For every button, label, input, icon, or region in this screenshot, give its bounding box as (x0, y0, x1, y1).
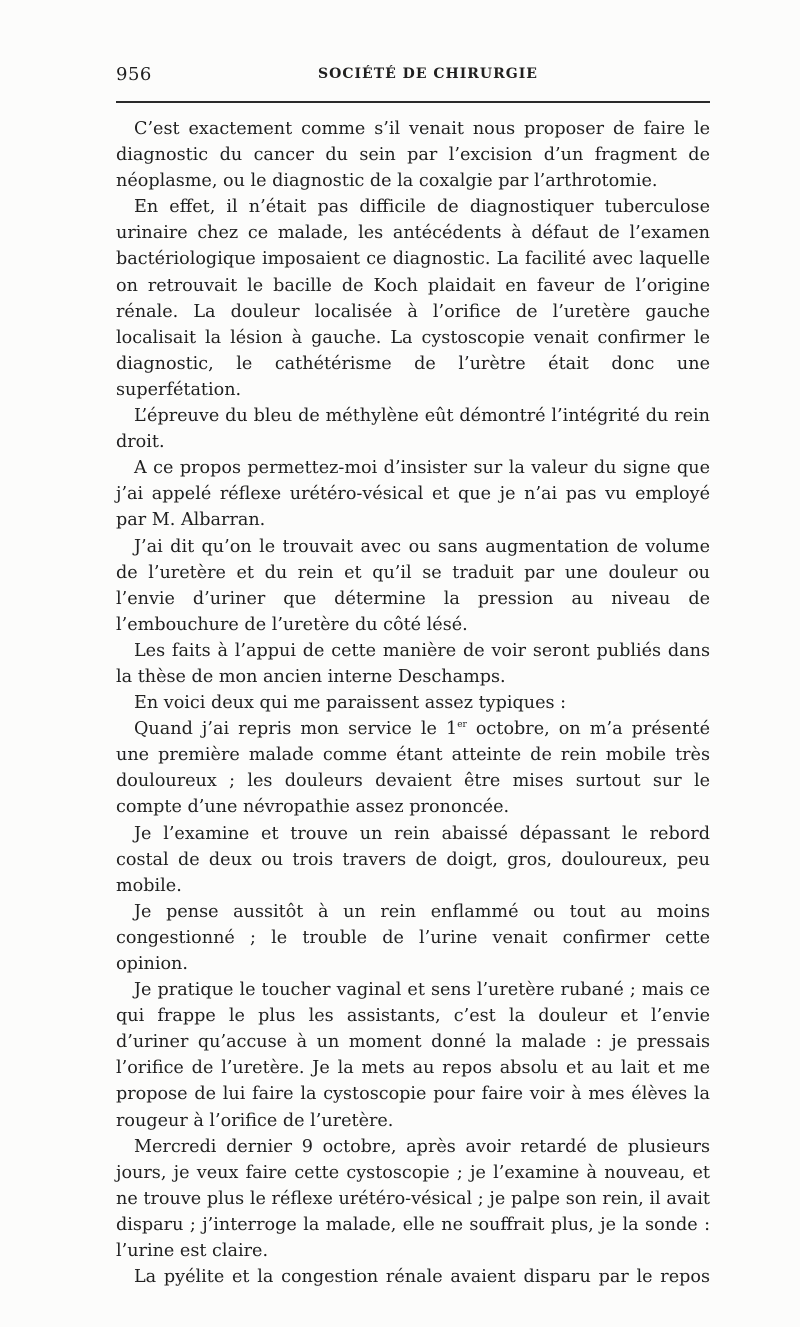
paragraph: Mercredi dernier 9 octobre, après avoir retardé de plusieurs jours, je veux faire cette cystoscopie ; je l’examine à nouveau, et ne trouve plus le réflexe urétéro-vésical ; je palpe son rein, il avait disparu ; j’interroge la malade, elle ne souffrait plus, je la sonde : l’urine est claire. (116, 1136, 710, 1262)
superscript: er (457, 720, 467, 731)
body-text (116, 116, 710, 1290)
paragraph-text: Quand j’ai repris mon service le 1 (134, 719, 458, 740)
paragraph: En voici deux qui me paraissent assez typiques : (134, 693, 567, 714)
header-rule (116, 101, 710, 103)
paragraph-text: octobre, on m’a présenté une première malade comme étant atteinte de rein mobile très douloureux ; les douleurs devaient être mises surtout sur le compte d’une névropathie assez prononcée. (116, 719, 711, 818)
paragraph: Je pratique le toucher vaginal et sens l’uretère rubané ; mais ce qui frappe le plus les assistants, c’est la douleur et l’envie d’uriner qu’accuse à un moment donné la malade : je pressais l’orifice de l’uretère. Je la mets au repos absolu et au lait et me propose de lui faire la cystoscopie pour faire voir à mes élèves la rougeur à l’orifice de l’uretère. (116, 980, 710, 1131)
paragraph: J’ai dit qu’on le trouvait avec ou sans augmentation de volume de l’uretère et du rein et qu’il se traduit par une douleur ou l’envie d’uriner que détermine la pression au niveau de l’embouchure de l’uretère du côté lésé. (116, 536, 710, 635)
paragraph: En effet, il n’était pas difficile de diagnostiquer tuberculose urinaire chez ce malade, les antécédents à défaut de l’examen bactériologique imposaient ce diagnostic. La facilité avec laquelle on retrouvait le bacille de Koch plaidait en faveur de l’origine rénale. La douleur localisée à l’orifice de l’uretère gauche localisait la lésion à gauche. La cystoscopie venait confirmer le diagnostic, le cathétérisme de l’urètre était donc une superfétation. (116, 197, 710, 400)
paragraph: Les faits à l’appui de cette manière de voir seront publiés dans la thèse de mon ancien interne Deschamps. (116, 640, 710, 687)
paragraph: A ce propos permettez-moi d’insister sur la valeur du signe que j’ai appelé réflexe urétéro-vésical et que je n’ai pas vu employé par M. Albarran. (116, 458, 710, 531)
page-header (116, 60, 710, 90)
paragraph: Je l’examine et trouve un rein abaissé dépassant le rebord costal de deux ou trois travers de doigt, gros, douloureux, peu mobile. (116, 823, 710, 896)
paragraph: Je pense aussitôt à un rein enflammé ou tout au moins congestionné ; le trouble de l’urine venait confirmer cette opinion. (116, 901, 710, 974)
running-head: SOCIÉTÉ DE CHIRURGIE (318, 66, 538, 82)
paragraph (116, 716, 710, 820)
paragraph: La pyélite et la congestion rénale avaient disparu par le repos (134, 1267, 710, 1288)
paragraph: L’épreuve du bleu de méthylène eût démontré l’intégrité du rein droit. (116, 406, 710, 453)
page-number: 956 (116, 64, 152, 85)
paragraph: C’est exactement comme s’il venait nous proposer de faire le diagnostic du cancer du sein par l’excision d’un fragment de néoplasme, ou le diagnostic de la coxalgie par l’arthrotomie. (116, 119, 710, 192)
